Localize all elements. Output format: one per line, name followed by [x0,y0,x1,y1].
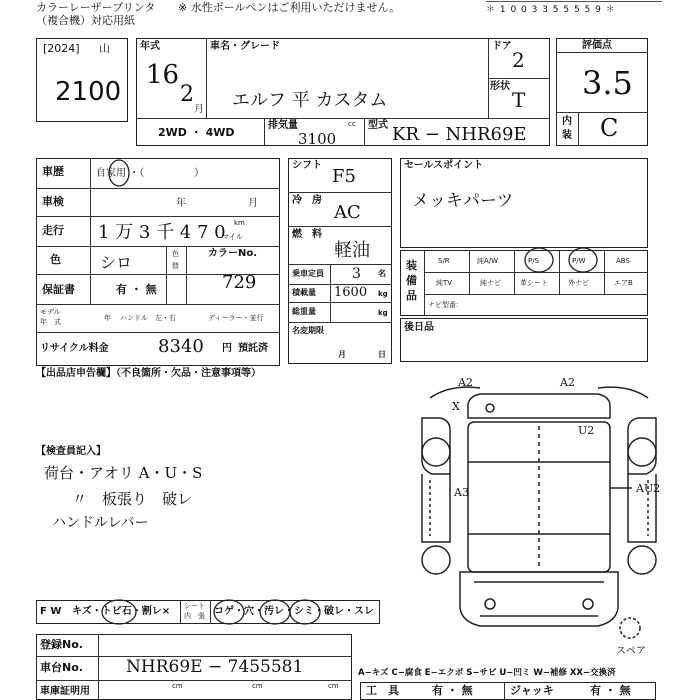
shape-value: T [512,88,526,112]
fuel-label: 燃 料 [292,229,322,240]
cert-cm-2: cm [252,682,263,690]
navi-model-label: ナビ型番： [428,301,463,309]
lot-number: 2100 [55,77,122,107]
notes-label: 【出品店申告欄】（不良箇所・欠品・注意事項等） [36,368,261,379]
grille-circle [485,599,495,609]
door-shape-divider [488,78,550,79]
printer-note-line1: カラーレーザープリンタ [36,1,156,14]
equipment-label-3: 品 [406,289,417,302]
interior-divider [578,112,579,146]
weight-label: 総重量 [292,307,316,316]
door-value: 2 [512,48,525,72]
history-rule-5 [36,304,280,305]
score-interior-rule [556,112,648,113]
mileage-unit-mile: マイル [222,233,243,241]
color-value: シロ [100,253,133,272]
month-value: 2 [180,82,194,107]
history-label-col [90,158,91,304]
history-options: 自家用 ・（ ） [96,168,205,179]
pw-circle-mark [566,246,600,274]
sales-value: メッキパーツ [412,191,514,211]
history-rule-2 [36,216,280,217]
left-side-panel [422,474,450,542]
rear-date-block [400,318,648,362]
inspection-year: 年 [176,198,186,209]
year-value: 16 [146,60,180,90]
diagram-legend: A−キズ C−腐食 E−エクボ S−サビ U−凹ミ W−補修 XX−交換済 [358,668,616,678]
inspector-line-1: 荷台・アオリ A・U・S [44,464,203,482]
seat-items: コゲ・穴・汚レ・シミ・破レ・スレ [214,606,374,617]
cert-cm-3: cm [328,682,339,690]
jack-options: 有 ・ 無 [590,684,631,697]
shift-label: シフト [292,160,322,171]
recycle-label: リサイクル料金 [40,343,109,354]
model-label: 型式 [368,120,388,131]
lamp-circle [583,599,593,609]
capacity-label: 乗車定員 [292,269,324,278]
history-block [36,158,280,366]
score-value: 3.5 [582,64,633,102]
printer-note-line2: （複合機）対応用紙 [36,14,135,27]
equipment-power-window: P/W [572,257,586,265]
mark-au2: AU2 [636,482,661,495]
spare-label: スペア [616,646,646,657]
recycle-deposit: 預託済 [238,343,268,354]
load-unit: kg [378,290,388,298]
jack-label: ジャッキ [510,684,554,697]
load-label: 積載量 [292,288,316,297]
weight-unit: kg [378,309,388,317]
drive-divider [264,118,265,146]
color-no-col [186,246,187,304]
mileage-unit-km: km [234,219,245,227]
color-change-label-2: 替 [172,262,179,270]
mech-rule-3 [288,264,392,265]
equipment-label-2: 備 [406,274,417,287]
mark-a2-right: A2 [560,376,575,389]
history-rule-3 [36,246,280,247]
fw-label: F W [40,606,62,617]
color-change-label-1: 色 [172,250,179,258]
hitch-circle [486,404,494,412]
capacity-unit: 名 [378,269,386,278]
tools-jack-divider [504,682,505,700]
year-label: 年式 [140,41,160,52]
chassis-label: 車台No. [40,661,83,674]
mark-x: X [452,400,460,413]
seat-label-2: 内 張 [184,612,205,620]
tobiishi-circle-mark [100,598,138,626]
mileage-label: 走行 [42,224,64,237]
drive-label: 2WD ・ 4WD [158,126,235,139]
equipment-sunroof: S/R [438,257,450,265]
month-unit: 月 [194,104,204,115]
mark-a2-left: A2 [458,376,473,389]
registration-rule-2 [36,680,352,681]
mech-rule-1 [288,192,392,193]
wheel-front-left [422,546,450,574]
model-value: KR − NHR69E [392,124,527,145]
reg-label: 登録No. [40,638,83,651]
equipment-alloy-wheel: 純A/W [477,257,499,265]
equipment-label-col [424,250,425,316]
equipment-navi: 純ナビ [480,279,501,287]
dealer-label: ディーラー・並行 [208,314,264,322]
equipment-power-steering: P/S [528,257,540,265]
spare-tire [620,618,640,638]
equipment-abs: ABS [616,257,630,265]
equipment-col-2 [514,250,515,294]
mark-a3: A3 [454,486,469,499]
tools-options: 有 ・ 無 [432,684,473,697]
seat-label-1: シート [184,602,205,610]
equipment-col-1 [469,250,470,294]
color-no-label: カラーNo. [208,248,258,259]
model-year-unit: 年 [104,314,111,322]
recycle-unit: 円 [222,343,232,354]
equipment-label-1: 装 [406,259,417,272]
lot-box [36,38,128,122]
interior-label-1: 内 [562,116,572,127]
equipment-row-rule-2 [424,294,648,295]
interior-label-2: 装 [562,130,572,141]
namechange-label: 名変期限 [292,326,324,335]
equipment-col-4 [604,250,605,294]
mech-rule-5 [288,302,392,303]
mileage-value: 1 万 3 千 4 7 0 [98,222,226,243]
inspection-month: 月 [248,198,258,209]
recycle-value: 8340 [158,336,204,357]
inspector-line-2: 〃 板張り 破レ [72,490,193,508]
handle-label: ハンドル 左・右 [120,314,176,322]
shimi-circle-mark [288,598,322,626]
wheel-front-right [628,546,656,574]
interior-value: C [600,114,619,142]
shift-value: F5 [332,166,356,187]
warranty-options: 有 ・ 無 [116,283,157,296]
kizu-label: キズ・トビ石・割レ× [72,606,171,617]
cert-cm-1: cm [172,682,183,690]
koge-circle-mark [212,598,246,626]
warranty-label: 保証書 [42,283,75,296]
inspector-label: 【検査員記入】 [36,446,106,457]
header-rule [486,1,662,2]
registration-label-col [98,634,99,700]
color-label: 色 [50,253,61,266]
history-rule-6 [36,332,280,333]
pen-note: ※ 水性ボールペンはご利用いただけません。 [178,1,401,14]
chassis-value: NHR69E − 7455581 [126,657,304,677]
fuel-value: 軽油 [334,240,370,261]
carname-label: 車名・グレード [210,41,280,52]
equipment-airbag: エアB [614,279,633,287]
score-header-rule [556,52,648,53]
equipment-tv: 純TV [436,279,453,287]
cert-label: 車庫証明用 [40,686,90,697]
capacity-value: 3 [352,266,361,282]
lot-year: [2024] [43,42,80,55]
carname-value: エルフ 平 カスタム [232,90,388,111]
history-label: 車歴 [42,165,64,178]
truck-diagram [410,370,670,660]
ac-label: 冷 房 [292,195,322,206]
inspector-line-3: ハンドルレバー [52,515,149,531]
defect-divider [180,600,181,624]
inspection-label: 車検 [42,195,64,208]
model-year-label-2: 年 式 [40,318,61,326]
history-circle-mark [104,156,134,190]
defect-divider-2 [210,600,211,624]
tools-label: 工 具 [366,684,399,697]
front-cab [460,572,618,626]
color-change-col [166,246,167,304]
namechange-month: 月 [338,350,346,359]
displacement-label: 排気量 [268,120,298,131]
model-year-label-1: モデル [40,308,61,316]
year-divider [206,38,207,118]
lot-suffix: 山 [99,42,110,55]
ac-value: AC [334,202,361,223]
namechange-day: 日 [378,350,386,359]
cab-outline [468,394,610,418]
mech-rule-2 [288,226,392,227]
shape-label: 形状 [490,81,510,92]
serial-number: ＊ 1 0 0 3 3 5 5 5 5 9 ＊ [486,5,616,15]
yogore-circle-mark [258,598,292,626]
equipment-ext-navi: 外ナビ [568,279,589,287]
sales-label: セールスポイント [404,160,484,171]
equipment-col-3 [559,250,560,294]
equipment-leather-seat: 革シート [520,279,548,287]
displacement-unit: cc [348,120,356,128]
load-value: 1600 [334,285,368,300]
history-rule-1 [36,188,280,189]
ps-circle-mark [522,246,556,274]
model-divider [364,118,365,146]
drive-row-top [136,118,550,119]
rear-date-label: 後日品 [404,322,434,333]
wheel-rear-left [422,438,450,466]
door-label: ドア [492,41,512,52]
mark-u2: U2 [578,424,595,437]
displacement-value: 3100 [298,130,337,148]
score-label: 評価点 [582,40,612,51]
color-no-value: 729 [222,272,257,293]
mech-spec-col [330,264,331,322]
mech-rule-6 [288,322,392,323]
wheel-rear-right [628,438,656,466]
